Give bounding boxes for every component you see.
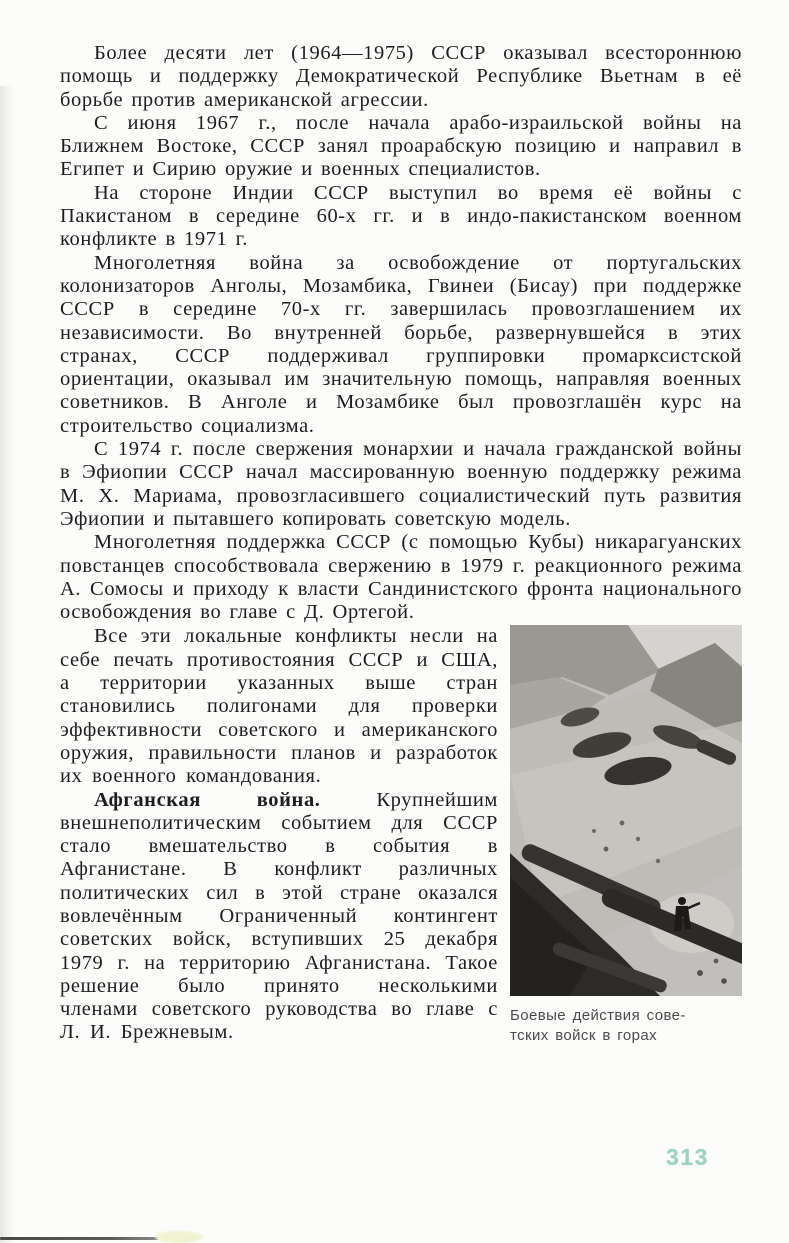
paragraph-local-conflicts: Все эти локальные конфликты несли на себе печать противостояния СССР и США, а территории указанных выше стран становились полигонами для проверки эффективности советского и американского оружия, правильности планов и разработок их военного командования. [60,625,498,788]
photo-caption-line2: тских войск в горах [510,1026,657,1044]
afghan-war-heading: Афганская война. [94,788,321,811]
figure-column [510,625,742,1045]
paragraph-portuguese-colonies: Многолетняя война за освобождение от португальских колонизаторов Анголы, Мозамбика, Гвинеи (Бисау) при поддержке СССР в середине 70-х гг. завершилась провозглашением их независимости. Во внутренней борьбе, развернувшейся в этих странах, СССР поддерживал группировки промарксистской ориентации, оказывал им значительную помощь, направляя военных советников. В Анголе и Мозамбике был провозглашён курс на строительство социализма. [60,251,742,437]
afghan-war-text: Крупнейшим внешнеполитическим событием для СССР стало вмешательство в события в Афганистане. В конфликт различных политических сил в этой стране оказался вовлечённым Ограниченный контингент советских войск, вступивших 25 декабря 1979 г. на территорию Афганистана. Такое решение было принято несколькими членами советского руководства во главе с Л. И. Брежневым. [60,788,498,1044]
paragraph-nicaragua: Многолетняя поддержка СССР (с помощью Кубы) никарагуанских повстанцев способствовала свержению в 1979 г. реакционного режима А. Сомосы и приходу к власти Сандинистского фронта национального освобождения во главе с Д. Ортегой. [60,531,742,624]
scan-artifact-line [0,1237,158,1240]
paragraph-arab-israeli-war: С июня 1967 г., после начала арабо-израильской войны на Ближнем Востоке, СССР занял проарабскую позицию и направил в Египет и Сирию оружие и военных специалистов. [60,111,742,181]
page-gutter-shadow [0,86,14,1243]
main-text-block [60,42,742,1045]
left-text-column [60,625,498,1045]
photo-caption [510,1006,742,1045]
paragraph-afghan-war [60,789,498,1045]
paragraph-ethiopia: С 1974 г. после свержения монархии и начала гражданской войны в Эфиопии СССР начал массированную военную поддержку режима М. Х. Мариама, провозгласившего социалистический путь развития Эфиопии и пытавшего копировать советскую модель. [60,438,742,530]
scan-artifact-smudge [155,1231,203,1243]
page-number: 313 [666,1144,709,1170]
paragraph-vietnam: Более десяти лет (1964—1975) СССР оказывал всестороннюю помощь и поддержку Демократической Республике Вьетнам в её борьбе против американской агрессии. [60,42,742,111]
photo-caption-line1: Боевые действия сове- [510,1007,686,1025]
two-column-section [60,625,742,1045]
mountain-combat-photo [510,625,742,996]
paragraph-india-pakistan: На стороне Индии СССР выступил во время её войны с Пакистаном в середине 60-х гг. и в индо-пакистанском военном конфликте в 1971 г. [60,181,742,251]
